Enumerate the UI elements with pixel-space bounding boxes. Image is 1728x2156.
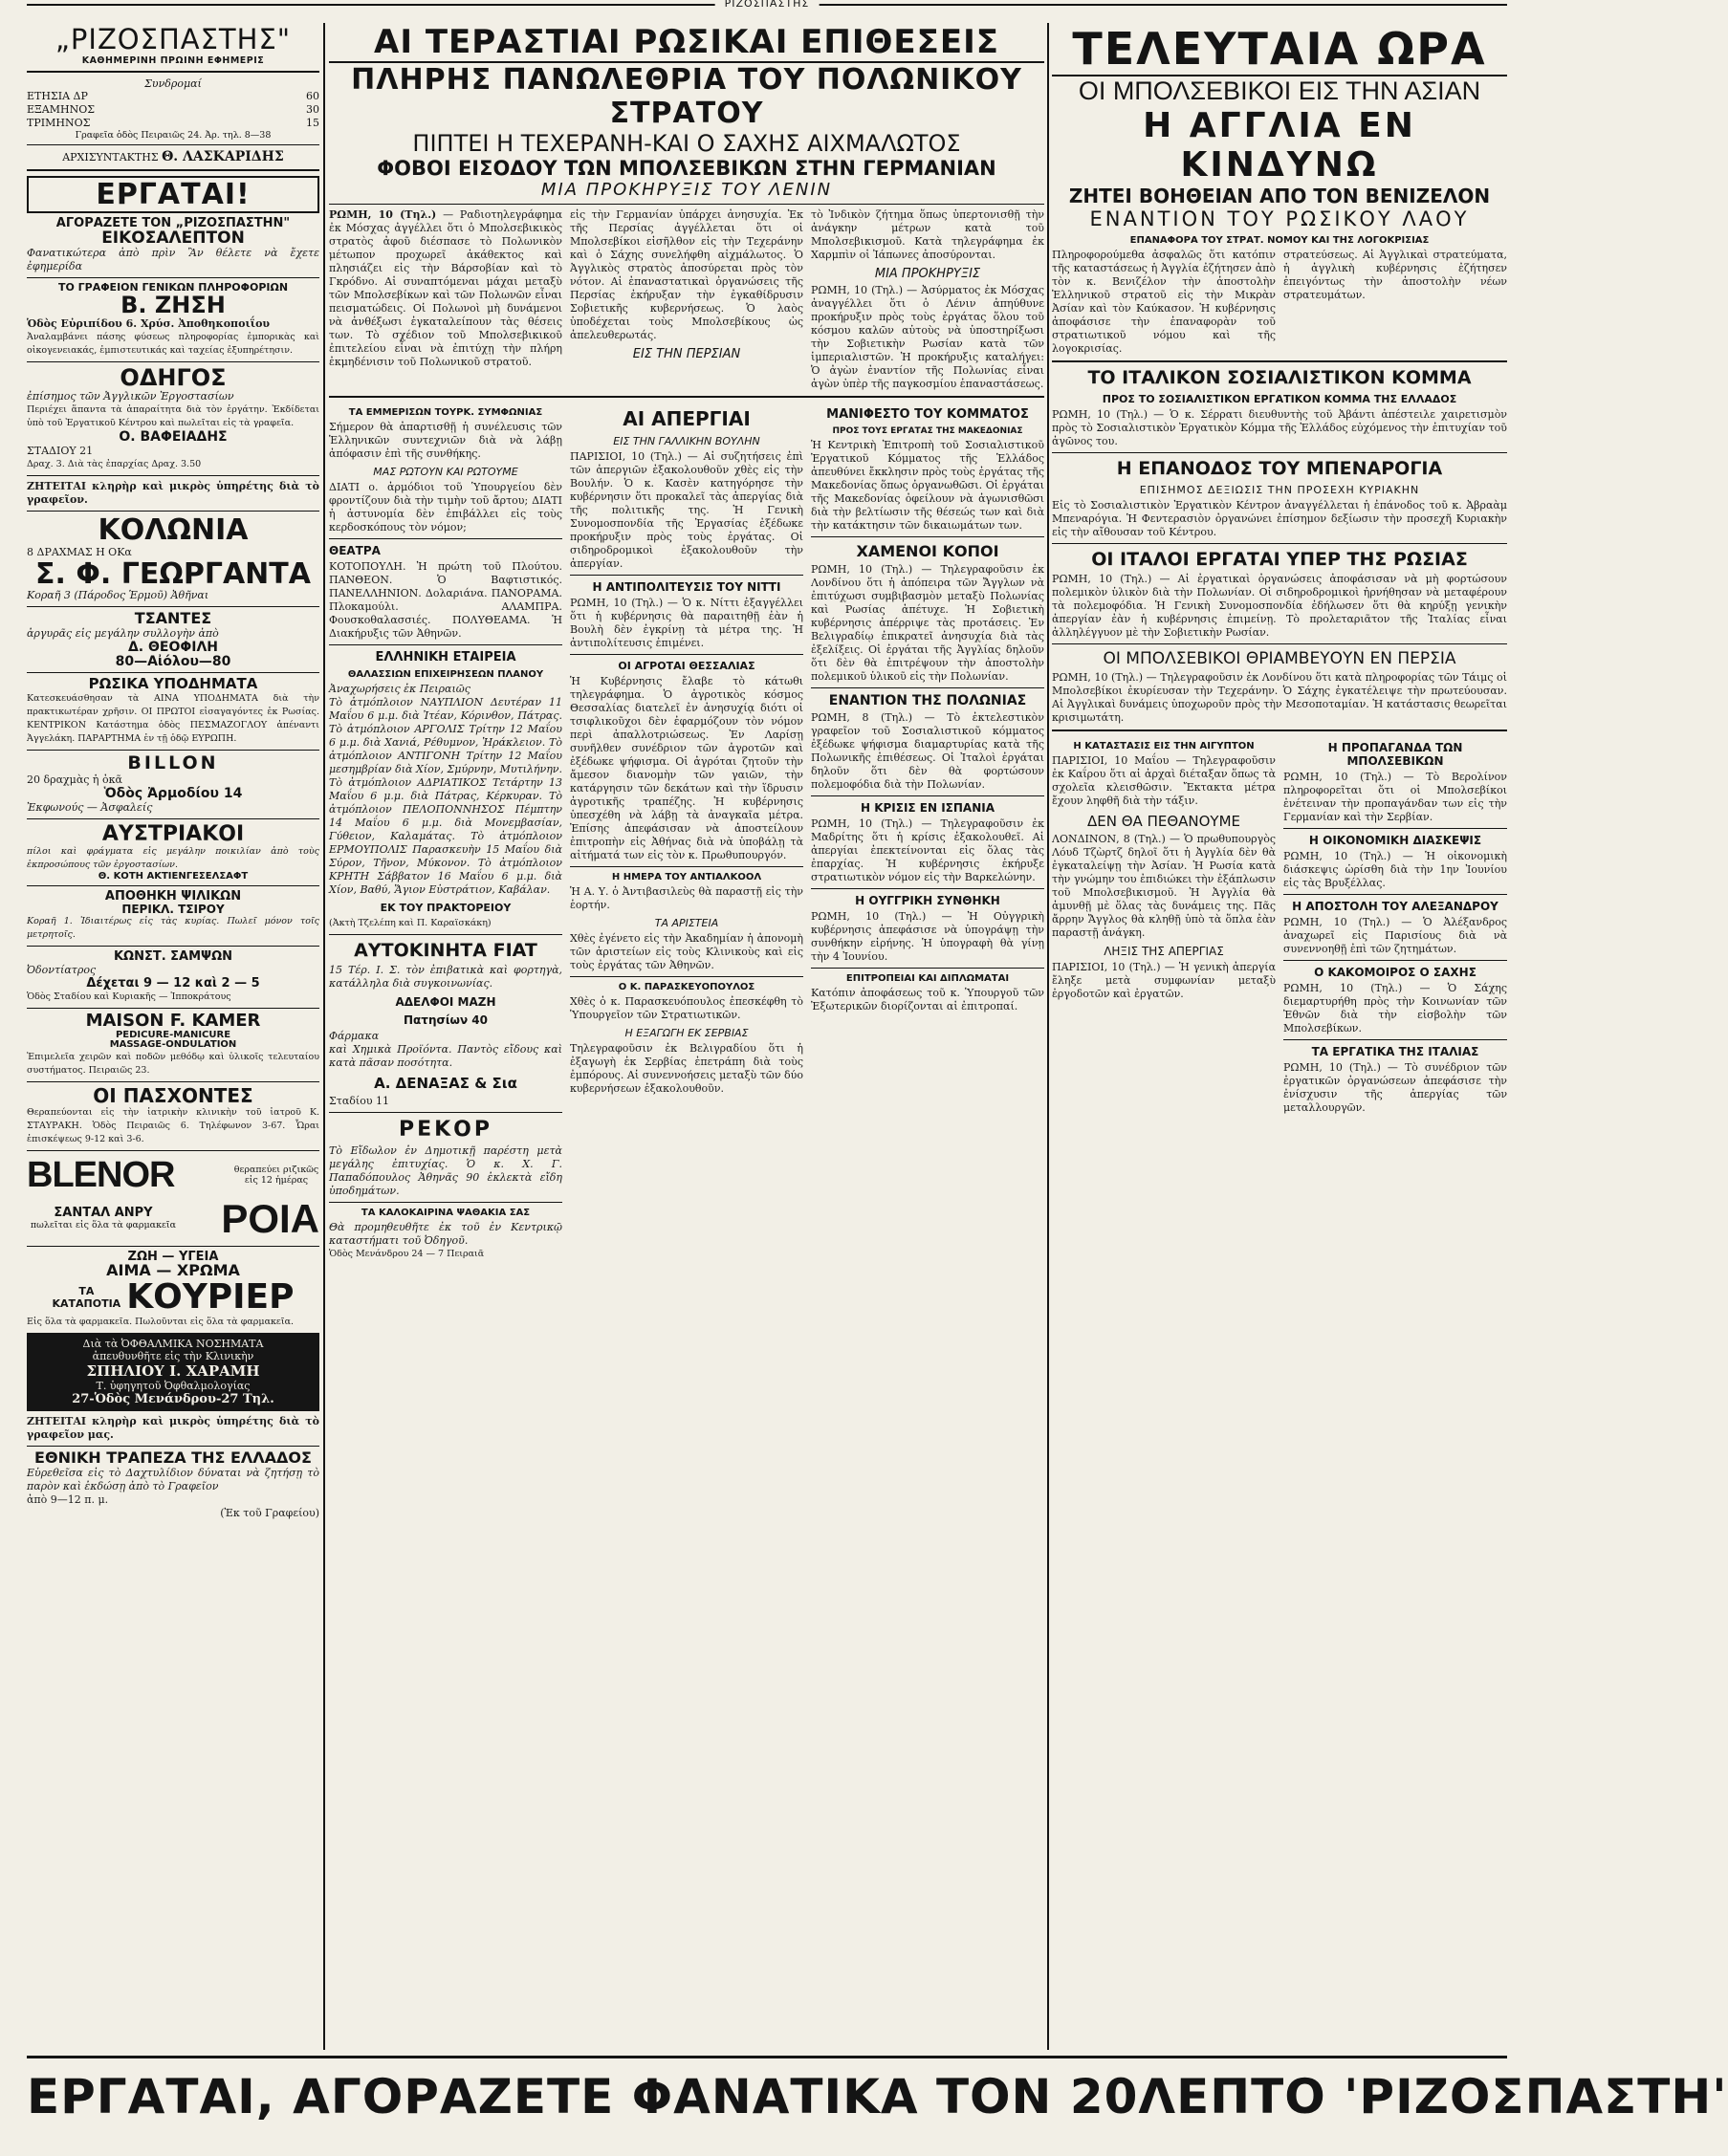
ergatai-banner: ΕΡΓΑΤΑΙ! [27, 176, 319, 213]
aristeia-text: Χθὲς ἐγένετο εἰς τὴν Ἀκαδημίαν ἡ ἀπονομὴ τῶν ἀριστείων εἰς τοὺς Κλινικοὺς καὶ εἰς τοὺς ἐργάτας τῶν Ἀθηνῶν. [570, 932, 803, 971]
office-addr: Ὁδὸς Εὐριπίδου 6. Χρύσ. Ἀποθηκοποιΐου [27, 317, 271, 331]
aigyptos-text: ΠΑΡΙΣΙΟΙ, 10 Μαΐου — Τηλεγραφοῦσιν ἐκ Καΐρου ὅτι αἱ ἀρχαὶ διέταξαν ὅπως τὰ σχολεῖα κλεισθῶσιν. Ἔκτακτα μέτρα ἔχουν ληφθῆ διὰ τὴν τάξιν. [1052, 754, 1276, 807]
ispania-heading: Η ΚΡΙΣΙΣ ΕΝ ΙΣΠΑΝΙΑ [860, 801, 995, 815]
paraskev-heading: Ο Κ. ΠΑΡΑΣΚΕΥΟΠΟΥΛΟΣ [618, 982, 755, 992]
lower-middle [329, 403, 1044, 1261]
etaireia-text: Τὸ ἀτμόπλοιον ΝΑΥΠΛΙΟΝ Δευτέραν 11 Μαΐου 6 μ.μ. διὰ Ἰτέαν, Κόρινθον, Πάτρας. Τὸ ἀτμόπλοιον ΑΡΓΟΛΙΣ Τρίτην 12 Μαΐου 6 μ.μ. διὰ Χανιά, Ρέθυμνον, Ἡράκλειον. Τὸ ἀτμόπλοιον ΑΝΤΙΓΟΝΗ Τρίτην 12 Μαΐου μεσημβρίαν διὰ Χίον, Σμύρνην, Μυτιλήνην. Τὸ ἀτμόπλοιον ΑΔΡΙΑΤΙΚΟΣ Τετάρτην 13 Μαΐου 6 μ.μ. διὰ Πάτρας, Κέρκυραν. Τὸ ἀτμόπλοιον ΠΕΛΟΠΟΝΝΗΣΟΣ Πέμπτην 14 Μαΐου 6 μ.μ. διὰ Μονεμβασίαν, Γύθειον, Καλαμάτας. Τὸ ἀτμόπλοιον ΕΡΜΟΥΠΟΛΙΣ Παρασκευὴν 15 Μαΐου διὰ Σύρον, Τῆνον, Μύκονον. Τὸ ἀτμόπλοιον ΚΡΗΤΗ Σάββατον 16 Μαΐου 6 μ.μ. διὰ Χίον, Βαθύ, Ἅγιον Εὐστράτιον, Καβάλαν. [329, 696, 562, 896]
ergatika-heading: ΤΑ ΕΡΓΑΤΙΚΑ ΤΗΣ ΙΤΑΛΙΑΣ [1311, 1045, 1479, 1058]
mpenar-sub: ΕΠΙΣΗΜΟΣ ΔΕΞΙΩΣΙΣ ΤΗΝ ΠΡΟΣΕΧΗ ΚΥΡΙΑΚΗΝ [1139, 484, 1420, 496]
theatra-heading: ΘΕΑΤΡΑ [329, 544, 381, 557]
apergiai-sub: ΕΙΣ ΤΗΝ ΓΑΛΛΙΚΗΝ ΒΟΥΛΗΝ [613, 435, 760, 447]
ethniki-sig: (Ἐκ τοῦ Γραφείου) [220, 1506, 319, 1519]
main-headline-2: ΠΛΗΡΗΣ ΠΑΝΩΛΕΘΡΙΑ ΤΟΥ ΠΟΛΩΝΙΚΟΥ ΣΤΡΑΤΟΥ [351, 63, 1022, 130]
main-headline-5: ΜΙΑ ΠΡΟΚΗΡΥΞΙΣ ΤΟΥ ΛΕΝΙΝ [540, 180, 833, 200]
tsantes-name: Δ. ΘΕΟΦΙΛΗ [127, 639, 219, 655]
buy-heading: ΑΓΟΡΑΖΕΤΕ ΤΟΝ „ΡΙΖΟΣΠΑΣΤΗΝ" [55, 216, 291, 230]
kamer-sub: PEDICURE-MANICURE [115, 1029, 231, 1040]
buy-price: ΕΙΚΟΣΑΛΕΠΤΟΝ [101, 228, 245, 248]
ethniki-text: Εὑρεθεῖσα εἰς τὸ Δαχτυλίδιον δύναται νὰ ζητήσῃ τὸ παρὸν καὶ ἐκδώσῃ ἀπὸ τὸ Γραφεῖον [27, 1466, 319, 1492]
austriakoi-text: πίλοι καὶ φράγματα εἰς μεγάλην ποικιλίαν ἀπὸ τοὺς ἐκπροσώπους τῶν ἐργοστασίων. [27, 845, 319, 870]
farmaka-text: καὶ Χημικὰ Προϊόντα. Παντὸς εἴδους καὶ κατὰ πᾶσαν ποσότητα. [329, 1043, 562, 1069]
main-col-3: τὸ Ἰνδικὸν ζήτημα ὅπως ὑπερτονισθῇ τὴν ἀνάγκην μέτρων κατὰ τοῦ Μπολσεβικισμοῦ. Κατὰ τηλεγράφημα ἐκ Χαρμπὶν οἱ Ἰάπωνες ἀποσύρονται. [811, 208, 1044, 261]
ital-sub: ΠΡΟΣ ΤΟ ΣΟΣΙΑΛΙΣΤΙΚΟΝ ΕΡΓΑΤΙΚΟΝ ΚΟΜΜΑ ΤΗΣ ΕΛΛΑΔΟΣ [1102, 393, 1457, 405]
symfwnia-text: Σήμερον θὰ ἀπαρτισθῇ ἡ συνέλευσις τῶν Ἑλληνικῶν συντεχνιῶν διὰ νὰ λάβῃ ἀπόφασιν ἐπὶ τῆς συνθήκης. [329, 421, 562, 460]
persia-heading: ΟΙ ΜΠΟΛΣΕΒΙΚΟΙ ΘΡΙΑΜΒΕΥΟΥΝ ΕΝ ΠΕΡΣΙΑ [1103, 649, 1456, 668]
tsantes-heading: ΤΣΑΝΤΕΣ [134, 609, 212, 628]
office-heading: ΤΟ ΓΡΑΦΕΙΟΝ ΓΕΝΙΚΩΝ ΠΛΗΡΟΦΟΡΙΩΝ [57, 281, 289, 294]
blenor-side: θεραπεύει ριζικῶς εἰς 12 ἡμέρας [233, 1165, 319, 1187]
apergia-heading: ΛΗΞΙΣ ΤΗΣ ΑΠΕΡΓΙΑΣ [1104, 945, 1224, 958]
kolonia-price: 8 ΔΡΑΧΜΑΣ Η ΟΚα [27, 545, 132, 558]
apergiai-heading: ΑΙ ΑΠΕΡΓΙΑΙ [623, 407, 751, 430]
italoi-text: ΡΩΜΗ, 10 (Τηλ.) — Αἱ ἐργατικαὶ ὀργανώσεις ἀποφάσισαν νὰ μὴ φορτώσουν πολεμικὸν ὑλικὸν διὰ τὴν Πολωνίαν. Οἱ σιδηροδρομικοὶ ἠρνήθησαν νὰ μεταφέρουν τὰ πολεμοφόδια. Ἡ Γενικὴ Συνομοσπονδία ἐδήλωσεν ὅτι θὰ κηρύξῃ γενικὴν ἀπεργίαν ἐὰν ἡ κυβέρνησις ἐπιμείνῃ. Τὸ προλεταριᾶτον τῆς Ἰταλίας εἶναι ἀλληλέγγυον μὲ τὴν Σοβιετικὴν Ρωσίαν. [1052, 573, 1507, 639]
right-headline-5: ΕΠΑΝΑΦΟΡΑ ΤΟΥ ΣΤΡΑΤ. ΝΟΜΟΥ ΚΑΙ ΤΗΣ ΛΟΓΟΚΡΙΣΙΑΣ [1129, 235, 1430, 246]
manifesto-sub: ΠΡΟΣ ΤΟΥΣ ΕΡΓΑΤΑΣ ΤΗΣ ΜΑΚΕΔΟΝΙΑΣ [832, 426, 1023, 436]
polonia-text: ΡΩΜΗ, 8 (Τηλ.) — Τὸ ἐκτελεστικὸν γραφεῖον τοῦ Σοσιαλιστικοῦ κόμματος ἐξέδωκε ψήφισμα διαμαρτυρίας κατὰ τῆς Πολωνικῆς ἐπιθέσεως. Οἱ Ἰταλοὶ ἐργάται δηλοῦν ὅτι δὲν θὰ φορτώσουν πολεμοφόδια διὰ τὴν Πολωνίαν. [811, 711, 1044, 791]
konst-sub: Ὀδοντίατρος [27, 964, 97, 977]
apergia-text: ΠΑΡΙΣΙΟΙ, 10 (Τηλ.) — Ἡ γενικὴ ἀπεργία ἔληξε μετὰ συμφωνίαν μεταξὺ ἐργοδοτῶν καὶ ἐργατῶν. [1052, 961, 1276, 1000]
paschontes-text: Θεραπεύονται εἰς τὴν ἰατρικὴν κλινικὴν τοῦ ἰατροῦ Κ. ΣΤΑΥΡΑΚΗ. Ὁδὸς Πειραιῶς 6. Τηλέφωνον 3-67. Ὧραι ἐπισκέψεως 9-12 καὶ 3-6. [27, 1106, 319, 1144]
ygeia-heading: ΖΩΗ — ΥΓΕΙΑ [127, 1249, 219, 1264]
italoi-heading: ΟΙ ΙΤΑΛΟΙ ΕΡΓΑΤΑΙ ΥΠΕΡ ΤΗΣ ΡΩΣΙΑΣ [1091, 549, 1468, 570]
rekor-text: Τὸ Εἴδωλον ἐν Δημοτικῇ παρέστη μετὰ μεγάλης ἐπιτυχίας. Ὁ κ. Χ. Γ. Παπαδόπουλος Ἀθηνᾶς 90 ἐκλεκτὰ εἴδη ὑποδημάτων. [329, 1144, 562, 1197]
propaganda-heading: Η ΠΡΟΠΑΓΑΝΔΑ ΤΩΝ ΜΠΟΛΣΕΒΙΚΩΝ [1327, 741, 1463, 768]
kamer-sub2: MASSAGE-ONDULATION [109, 1039, 237, 1051]
apothiki-text: Κοραῆ 1. Ἰδιαιτέρως εἰς τὰς κυρίας. Πωλεῖ μόνον τοῖς μετρητοῖς. [27, 916, 319, 941]
billon-addr: Ὁδὸς Ἀρμοδίου 14 [103, 785, 243, 801]
manifesto-heading: ΜΑΝΙΦΕΣΤΟ ΤΟΥ ΚΟΜΜΑΤΟΣ [826, 407, 1029, 422]
oikonomiki-heading: Η ΟΙΚΟΝΟΜΙΚΗ ΔΙΑΣΚΕΨΙΣ [1308, 834, 1482, 847]
odigos-text: Περιέχει ἅπαντα τὰ ἀπαραίτητα διὰ τὸν ἐργάτην. Ἐκδίδεται ὑπὸ τοῦ Ἐργατικοῦ Κέντρου καὶ πωλεῖται εἰς τὰ γραφεῖα. [27, 404, 319, 429]
aristeia-heading: ΤΑ ΑΡΙΣΤΕΙΑ [654, 917, 719, 929]
farmaka-name: Α. ΔΕΝΑΞΑΣ & Σια [374, 1075, 517, 1092]
konst-addr: Ὁδὸς Σταδίου καὶ Κυριακῆς — Ἱπποκράτους [27, 991, 231, 1002]
wanted-ad: ΖΗΤΕΙΤΑΙ κληρὴρ καὶ μικρὸς ὑπηρέτης διὰ τὸ γραφεῖον. [27, 480, 319, 507]
subscription-label: Συνδρομαί [144, 77, 202, 90]
etaireia-heading: ΕΛΛΗΝΙΚΗ ΕΤΑΙΡΕΙΑ [375, 650, 516, 664]
billon-addr2: Ἐκφωνούς — Ἀσφαλείς [27, 800, 153, 814]
farmaka-heading: Φάρμακα [329, 1030, 380, 1042]
farmaka-addr: Σταδίου 11 [329, 1095, 390, 1107]
epitropai-text: Κατόπιν ἀποφάσεως τοῦ κ. Ὑπουργοῦ τῶν Ἐξωτερικῶν διορίζονται αἱ ἐπιτροπαί. [811, 987, 1044, 1013]
right-headline-4: ΕΝΑΝΤΙΟΝ ΤΟΥ ΡΩΣΙΚΟΥ ΛΑΟΥ [1089, 207, 1470, 230]
nitti-heading: Η ΑΝΤΙΠΟΛΙΤΕΥΣΙΣ ΤΟΥ ΝΙΤΤΙ [592, 580, 781, 594]
rosika-text: Κατεσκευάσθησαν τὰ ΑΙΝΑ ΥΠΟΔΗΜΑΤΑ διὰ τὴν πρακτικωτέραν χρῆσιν. ΟΙ ΠΡΩΤΟΙ εἰσαγαγόντες ἐκ Ρωσίας. ΚΕΝΤΡΙΚΟΝ Κατάστημα ὁδὸς ΠΕΣΜΑΖΟΓΛΟΥ ἀπέναντι Ἀγγελάκη. ΠΑΡΑΡΤΗΜΑ ἐν τῇ ὁδῷ ΕΥΡΩΠΗ. [27, 693, 319, 745]
ethniki-heading: ΕΘΝΙΚΗ ΤΡΑΠΕΖΑ ΤΗΣ ΕΛΛΑΔΟΣ [34, 1448, 312, 1467]
oyggriki-text: ΡΩΜΗ, 10 (Τηλ.) — Ἡ Οὐγγρικὴ κυβέρνησις ἀπεφάσισε νὰ ὑπογράψῃ τὴν συνθήκην εἰρήνης. Ἡ ὑπογραφὴ θὰ γίνῃ τὴν 4 Ἰουνίου. [811, 910, 1044, 963]
georganta-addr: Κοραῆ 3 (Πάροδος Ἑρμοῦ) Ἀθῆναι [27, 589, 209, 602]
left-column [27, 23, 319, 2050]
apothiki-heading: ΑΠΟΘΗΚΗ ΨΙΛΙΚΩΝ [104, 889, 242, 904]
kopoi-heading: ΧΑΜΕΝΟΙ ΚΟΠΟΙ [856, 542, 999, 560]
polonia-heading: ΕΝΑΝΤΙΟΝ ΤΗΣ ΠΟΛΩΝΙΑΣ [828, 693, 1027, 708]
konst-heading: ΚΩΝΣΤ. ΣΑΜΨΩΝ [113, 949, 233, 965]
right-text-2: στρατεύσεως. Αἱ Ἀγγλικαὶ στρατεύματα, ἡ ἀγγλικὴ κυβέρνησις ἐζήτησεν ἐπειγόντως τὴν ἀποστολὴν νέων στρατευμάτων. [1283, 249, 1507, 301]
odigos-name: Ο. ΒΑΦΕΙΑΔΗΣ [119, 429, 228, 446]
proclamation-subhead: ΜΙΑ ΠΡΟΚΗΡΥΞΙΣ [874, 267, 981, 281]
main-col-3b: ΡΩΜΗ, 10 (Τηλ.) — Ἀσύρματος ἐκ Μόσχας ἀναγγέλλει ὅτι ὁ Λένιν ἀπηύθυνε προκήρυξιν πρὸς τοὺς ἐργάτας ὅλου τοῦ κόσμου καλῶν αὐτοὺς νὰ ὑποστηρίξωσι τὴν Σοβιετικὴν Ρωσίαν κατὰ τῶν ἱμπεριαλιστῶν. Ἡ προκήρυξις καταλήγει: Ὁ ἀγὼν ἐναντίον τῆς Πολωνίας εἶναι ἀγὼν ὑπὲρ τῆς παγκοσμίου ἐπαναστάσεως. [811, 284, 1044, 390]
antialkool-text: Ἡ Α. Υ. ὁ Ἀντιβασιλεὺς θὰ παραστῇ εἰς τὴν ἑορτήν. [570, 885, 803, 911]
kourier-heading: ΚΟΥΡΙΕΡ [126, 1277, 295, 1318]
alexandrou-heading: Η ΑΠΟΣΤΟΛΗ ΤΟΥ ΑΛΕΞΑΝΔΡΟΥ [1292, 900, 1498, 913]
etaireia-sub: ΘΑΛΑΣΣΙΩΝ ΕΠΙΧΕΙΡΗΣΕΩΝ ΠΛΑΝΟΥ [347, 669, 544, 680]
oikonomiki-text: ΡΩΜΗ, 10 (Τηλ.) — Ἡ οἰκονομικὴ διάσκεψις ὡρίσθη διὰ τὴν 1ην Ἰουνίου εἰς τὰς Βρυξέλλας. [1283, 850, 1507, 889]
footer-banner: ΕΡΓΑΤΑΙ, ΑΓΟΡΑΖΕΤΕ ΦΑΝΑΤΙΚΑ ΤΟΝ 20ΛΕΠΤΟ 'ΡΙΖΟΣΠΑΣΤΗ' [27, 2056, 1507, 2135]
main-col-1: ΡΩΜΗ, 10 (Τηλ.) — Ραδιοτηλεγράφημα ἐκ Μόσχας ἀγγέλλει ὅτι ὁ Μπολσεβικικὸς στρατὸς ἀφοῦ διέσπασε τὸ Πολωνικὸν μέτωπον προχωρεῖ ἀκάθεκτος καὶ πλησιάζει εἰς τὴν Βάρσοβίαν καὶ τὸ Γκρόδνο. Αἱ συναπτόμεναι μάχαι μεταξὺ τῶν Μπολσεβίκων καὶ τῶν Πολωνῶν εἶναι πεισματώδεις. Οἱ Πολωνοὶ μὴ δυνάμενοι νὰ ἀνθέξωσι ἐγκαταλείπουν τὰς θέσεις των. Τὸ σχέδιον τοῦ Μπολσεβικικοῦ ἐπιτελείου εἶναι νὰ ἐπιτύχῃ τὴν πλήρη ἐκμηδένισιν τοῦ Πολωνικοῦ στρατοῦ. [329, 208, 562, 368]
kourier-ta: ΤΑ [78, 1284, 95, 1297]
running-head: ΡΙΖΟΣΠΑΣΤΗΣ [27, 4, 1507, 19]
masthead-title: „ΡΙΖΟΣΠΑΣΤΗΣ" [55, 23, 292, 55]
fiat-addr: Πατησίων 40 [404, 1013, 488, 1027]
ital-text: ΡΩΜΗ, 10 (Τηλ.) — Ὁ κ. Σέρρατι διευθυντὴς τοῦ Ἀβάντι ἀπέστειλε χαιρετισμὸν πρὸς τὸ Σοσιαλιστικὸν Ἐργατικὸν Κόμμα τῆς Ἑλλάδος εὐχόμενος τὴν ἐπιτυχίαν τοῦ ἀγῶνος του. [1052, 408, 1507, 447]
serbia-text: Τηλεγραφοῦσιν ἐκ Βελιγραδίου ὅτι ἡ ἐξαγωγὴ ἐκ Σερβίας ἐπετράπη διὰ τοὺς ἐμπόρους. Αἱ συνεννοήσεις μεταξὺ τῶν δύο κυβερνήσεων ἐξακολουθοῦν. [570, 1042, 803, 1095]
roia-sub: πωλεῖται εἰς ὅλα τὰ φαρμακεῖα [30, 1219, 177, 1230]
tsantes-addr: 80—Αἰόλου—80 [115, 653, 231, 669]
main-story [329, 208, 1044, 391]
etaireia-sub2: Ἀναχωρήσεις ἐκ Πειραιῶς [329, 683, 470, 695]
blenor-sub: ΣΑΝΤΑΛ ΑΝΡΥ [54, 1206, 153, 1221]
masthead-subtitle: ΚΑΘΗΜΕΡΙΝΗ ΠΡΩΙΝΗ ΕΦΗΜΕΡΙΣ [81, 55, 265, 66]
kaloka-text: Θὰ προμηθευθῆτε ἐκ τοῦ ἐν Κεντρικῷ καταστήματι τοῦ Ὀδηγοῦ. [329, 1221, 562, 1247]
roia-ad [27, 1196, 319, 1242]
right-headline-3: ΖΗΤΕΙ ΒΟΗΘΕΙΑΝ ΑΠΟ ΤΟΝ ΒΕΝΙΖΕΛΟΝ [1068, 185, 1491, 207]
right-headline-2: Η ΑΓΓΛΙΑ ΕΝ ΚΙΝΔΥΝΩ [1143, 106, 1416, 185]
ergatika-text: ΡΩΜΗ, 10 (Τηλ.) — Τὸ συνέδριον τῶν ἐργατικῶν ὀργανώσεων ἀπεφάσισε τὴν ἐνίσχυσιν τῆς ἀπεργίας τῶν μεταλλουργῶν. [1283, 1061, 1507, 1114]
kaloka-addr: Ὁδὸς Μενάνδρου 24 — 7 Πειραιᾶ [329, 1249, 485, 1259]
billon-text: 20 δραχμὰς ἡ ὀκᾶ [27, 773, 122, 786]
editor-line: ΑΡΧΙΣΥΝΤΑΚΤΗΣ Θ. ΛΑΣΚΑΡΙΔΗΣ [62, 149, 284, 164]
kamer-text: Ἐπιμελεῖα χειρῶν καὶ ποδῶν μεθόδῳ καὶ ὑλικοῖς τελευταίου συστήματος. Πειραιῶς 23. [27, 1051, 319, 1076]
odigos-sub: ἐπίσημος τῶν Ἀγγλικῶν Ἐργοστασίων [27, 390, 234, 403]
last-hour-banner: ΤΕΛΕΥΤΑΙΑ ΩΡΑ [1052, 23, 1507, 76]
charami-ad: Διὰ τὰ ὈΦΘΑΛΜΙΚΑ ΝΟΣΗΜΑΤΑ ἀπευθυνθῆτε εἰς τὴν Κλινικὴν ΣΠΗΛΙΟΥ Ι. ΧΑΡΑΜΗ Τ. ὑφηγητοῦ Ὀφθαλμολογίας 27-Ὁδὸς Μενάνδρου-27 Τηλ. [27, 1333, 319, 1411]
wanted-ad-2: ΖΗΤΕΙΤΑΙ κληρὴρ καὶ μικρὸς ὑπηρέτης διὰ τὸ γραφεῖον μας. [27, 1414, 319, 1441]
kopoi-text: ΡΩΜΗ, 10 (Τηλ.) — Τηλεγραφοῦσιν ἐκ Λονδίνου ὅτι ἡ ἀπόπειρα τῶν Ἄγγλων νὰ ἐπιτύχωσι συμβιβασμὸν μεταξὺ Πολωνίας καὶ Ρωσίας ἀπέτυχε. Ἡ Σοβιετικὴ κυβέρνησις ἀπέρριψε τὰς προτάσεις. Ἐν Βελιγραδίῳ ἐπικρατεῖ ἀνησυχία διὰ τὰς ἐξελίξεις. Οἱ ἐργάται τῆς Ἀγγλίας δηλοῦν ὅτι δὲν θὰ ἐπιτρέψουν τὴν ἀποστολὴν πολεμικοῦ ὑλικοῦ εἰς τὴν Πολωνίαν. [811, 563, 1044, 683]
kamer-heading: MAISON F. KAMER [85, 1010, 261, 1031]
blenor-ad [27, 1155, 319, 1196]
price-list [27, 90, 319, 130]
rotoun-heading: ΜΑΣ ΡΩΤΟΥΝ ΚΑΙ ΡΩΤΟΥΜΕ [373, 466, 518, 478]
epitropai-heading: ΕΠΙΤΡΟΠΕΙΑΙ ΚΑΙ ΔΙΠΛΩΜΑΤΑΙ [845, 973, 1010, 984]
paschontes-heading: ΟΙ ΠΑΣΧΟΝΤΕΣ [93, 1083, 253, 1107]
fiat-heading: ΑΥΤΟΚΙΝΗΤΑ FIAT [354, 940, 537, 961]
agrotai-heading: ΟΙ ΑΓΡΟΤΑΙ ΘΕΣΣΑΛΙΑΣ [618, 660, 755, 672]
pethanoume-heading: ΔΕΝ ΘΑ ΠΕΘΑΝΟΥΜΕ [1087, 813, 1240, 830]
austriakoi-heading: ΑΥΣΤΡΙΑΚΟΙ [101, 821, 245, 846]
main-headline-3: ΠΙΠΤΕΙ Η ΤΕΧΕΡΑΝΗ-ΚΑΙ Ο ΣΑΧΗΣ ΑΙΧΜΑΛΩΤΟΣ [412, 130, 961, 157]
price-row: ΤΡΙΜΗΝΟΣ 15 [27, 117, 319, 129]
office-name: Β. ΖΗΣΗ [120, 292, 226, 319]
persia-text: ΡΩΜΗ, 10 (Τηλ.) — Τηλεγραφοῦσιν ἐκ Λονδίνου ὅτι κατὰ πληροφορίας τῶν Τάιμς οἱ Μπολσεβίκοι ἐκυρίευσαν τὴν Τεχεράνην. Ὁ Σάχης ἐγκατέλειψε τὴν πρωτεύουσαν. Αἱ Ἀγγλικαὶ δυνάμεις ὑποχωροῦν πρὸς τὴν Μεσοποταμίαν. Ἡ κατάστασις θεωρεῖται κρισιμωτάτη. [1052, 671, 1507, 724]
propaganda-text: ΡΩΜΗ, 10 (Τηλ.) — Τὸ Βερολίνον πληροφορεῖται ὅτι οἱ Μπολσεβίκοι ἐνέτειναν τὴν προπαγάνδαν των εἰς τὴν Γερμανίαν καὶ τὴν Σερβίαν. [1283, 771, 1507, 823]
ethniki-hours: ἀπὸ 9—12 π. μ. [27, 1492, 109, 1506]
odigos-price: Δραχ. 3. Διὰ τὰς ἐπαρχίας Δραχ. 3.50 [27, 459, 202, 470]
office-text: Ἀναλαμβάνει πάσης φύσεως πληροφορίας ἐμπορικὰς καὶ οἰκογενειακάς, ἐμπιστευτικάς καὶ ταχείας ἐξυπηρέτησιν. [27, 332, 319, 357]
billon-heading: BILLON [127, 752, 219, 774]
main-headline-4: ΦΟΒΟΙ ΕΙΣΟΔΟΥ ΤΩΝ ΜΠΟΛΣΕΒΙΚΩΝ ΣΤΗΝ ΓΕΡΜΑΝΙΑΝ [377, 157, 996, 180]
rotoun-text: ΔΙΑΤΙ ο. ἀρμόδιοι τοῦ Ὑπουργείου δὲν φροντίζουν διὰ τὴν τιμὴν τοῦ ἄρτου; ΔΙΑΤΙ ἡ ἀστυνομία δὲν ἐπιβάλλει εἰς τοὺς κερδοσκόπους τὸν νόμον; [329, 481, 562, 534]
kaloka-heading: ΤΑ ΚΑΛΟΚΑΙΡΙΝΑ ΨΑΘΑΚΙΑ ΣΑΣ [361, 1208, 531, 1218]
price-row: ΕΤΗΣΙΑ ΔΡ 60 [27, 90, 319, 102]
agrotai-text: Ἡ Κυβέρνησις ἔλαβε τὸ κάτωθι τηλεγράφημα. Ὁ ἀγροτικὸς κόσμος Θεσσαλίας διατελεῖ ἐν ἀνησυχίᾳ διότι οἱ τσιφλικοῦχοι δὲν ἐφαρμόζουν τὸν νόμον περὶ ἀπαλλοτριώσεως. Ἐν Λαρίσῃ συνῆλθεν συνέδριον τῶν ἀγροτῶν καὶ ἐξέδωκε ψήφισμα. Οἱ ἀγρόται ζητοῦν τὴν ἄμεσον διανομὴν τῶν γαιῶν, τὴν κατάργησιν τῶν δεκάτων καὶ τὴν ἵδρυσιν ἀγροτικῆς τραπέζης. Ἡ κυβέρνησις ὑπεσχέθη νὰ λάβῃ τὰ ἀναγκαῖα μέτρα. Ἐπίσης ἀπεφάσισαν νὰ ἀποστείλουν ἐπιτροπὴν εἰς Ἀθήνας διὰ νὰ ὑποβάλῃ τὰ αἰτήματά των εἰς τὸν κ. Πρωθυπουργόν. [570, 675, 803, 861]
kourier-ad [27, 1279, 319, 1316]
theatra-text: ΚΟΤΟΠΟΥΛΗ. Ἡ πρώτη τοῦ Πλούτου. ΠΑΝΘΕΟΝ. Ὁ Βαφτιστικός. ΠΑΝΕΛΛΗΝΙΟΝ. Δολαριάνα. ΠΑΝΟΡΑΜΑ. Πλοκαμούλι. ΑΛΑΜΠΡΑ. Φουσκοθαλασσιές. ΠΟΛΥΘΕΑΜΑ. Ἡ Διακήρυξις τῶν Ἀθηνῶν. [329, 560, 562, 640]
rosika-heading: ΡΩΣΙΚΑ ΥΠΟΔΗΜΑΤΑ [88, 675, 258, 693]
saxis-text: ΡΩΜΗ, 10 (Τηλ.) — Ὁ Σάχης διεμαρτυρήθη πρὸς τὴν Κοινωνίαν τῶν Ἐθνῶν διὰ τὴν εἰσβολὴν τῶν Μπολσεβίκων. [1283, 982, 1507, 1034]
paraskev-text: Χθὲς ὁ κ. Παρασκευόπουλος ἐπεσκέφθη τὸ Ὑπουργεῖον τῶν Στρατιωτικῶν. [570, 995, 803, 1021]
aigyptos-heading: Η ΚΑΤΑΣΤΑΣΙΣ ΕΙΣ ΤΗΝ ΑΙΓΥΠΤΟΝ [1073, 741, 1255, 751]
alexandrou-text: ΡΩΜΗ, 10 (Τηλ.) — Ὁ Ἀλέξανδρος ἀναχωρεῖ εἰς Παρισίους διὰ νὰ συνεννοηθῇ ἐπὶ τῶν ζητημάτων. [1283, 916, 1507, 955]
odigos-addr: ΣΤΑΔΙΟΥ 21 [27, 445, 94, 458]
column-divider [1047, 23, 1049, 2050]
middle-column [329, 23, 1044, 2050]
blenor-heading: BLENOR [27, 1154, 175, 1195]
oyggriki-heading: Η ΟΥΓΓΡΙΚΗ ΣΥΝΘΗΚΗ [855, 894, 1000, 907]
main-headline: ΑΙ ΤΕΡΑΣΤΙΑΙ ΡΩΣΙΚΑΙ ΕΠΙΘΕΣΕΙΣ [329, 23, 1044, 63]
mpenar-heading: Η ΕΠΑΝΟΔΟΣ ΤΟΥ ΜΠΕΝΑΡΟΓΙΑ [1116, 458, 1443, 479]
manifesto-text: Ἡ Κεντρικὴ Ἐπιτροπὴ τοῦ Σοσιαλιστικοῦ Ἐργατικοῦ Κόμματος τῆς Ἑλλάδος ἀπευθύνει ἔκκλησιν πρὸς τοὺς ἐργάτας τῆς Μακεδονίας ὅπως ὀργανωθῶσι. Οἱ ἐργάται τῆς Μακεδονίας ὀφείλουν νὰ ἀγωνισθῶσι διὰ τὴν βελτίωσιν τῆς θέσεώς των καὶ διὰ τὴν κατάκτησιν τῶν δικαιωμάτων των. [811, 439, 1044, 532]
roia-heading: ΡΟΙΑ [221, 1195, 319, 1241]
column-divider [323, 23, 325, 2050]
pethanoume-text: ΛΟΝΔΙΝΟΝ, 8 (Τηλ.) — Ὁ πρωθυπουργὸς Λόυδ Τζὼρτζ δηλοῖ ὅτι ἡ Ἀγγλία δὲν θὰ ἐγκαταλείψῃ τὴν Ἀσίαν. Ἡ Ρωσία κατὰ τὴν γνώμην του ἐπιδιώκει τὴν ἐξάπλωσιν τοῦ Μπολσεβικισμοῦ. Ἡ Ἀγγλία θὰ ἀμυνθῇ μὲ ὅλας τὰς δυνάμεις της. Πᾶς ἄρρην Ἄγγλος θὰ κληθῇ ὑπὸ τὰ ὅπλα ἐὰν παραστῇ ἀνάγκη. [1052, 833, 1276, 939]
antialkool-heading: Η ΗΜΕΡΑ ΤΟΥ ΑΝΤΙΑΛΚΟΟΛ [611, 872, 762, 882]
konst-hours: Δέχεται 9 — 12 καὶ 2 — 5 [86, 976, 260, 991]
kolonia-heading: ΚΟΛΩΝΙΑ [98, 513, 249, 548]
ispania-text: ΡΩΜΗ, 10 (Τηλ.) — Τηλεγραφοῦσιν ἐκ Μαδρίτης ὅτι ἡ κρίσις ἐξακολουθεῖ. Αἱ ἀπεργίαι ἐπεκτείνονται εἰς ὅλας τὰς ἐπαρχίας. Ἡ κυβέρνησις ἐκήρυξε στρατιωτικὸν νόμον εἰς τὴν Βαρκελώνην. [811, 817, 1044, 883]
georganta-name: Σ. Φ. ΓΕΩΡΓΑΝΤΑ [35, 556, 311, 591]
kourier-text: Εἰς ὅλα τὰ φαρμακεῖα. Πωλοῦνται εἰς ὅλα τὰ φαρμακεῖα. [27, 1316, 294, 1327]
nitti-text: ΡΩΜΗ, 10 (Τηλ.) — Ὁ κ. Νίττι ἐξαγγέλλει ὅτι ἡ κυβέρνησις θὰ παραιτηθῇ ἐὰν ἡ Βουλὴ δὲν ἐγκρίνῃ τὰ μέτρα της. Ἡ ἀντιπολίτευσις ἐπιμένει. [570, 597, 803, 649]
price-row: ΕΞΑΜΗΝΟΣ 30 [27, 103, 319, 116]
symfwnia-heading: ΤΑ ΕΜΜΕΡΙΣΩΝ ΤΟΥΡΚ. ΣΥΜΦΩΝΙΑΣ [348, 407, 543, 418]
serbia-heading: Η ΕΞΑΓΩΓΗ ΕΚ ΣΕΡΒΙΑΣ [624, 1027, 749, 1039]
austriakoi-name: Θ. ΚΟΤΗ ΑΚΤΙΕΝΓΕΣΕΛΣΑΦΤ [98, 870, 249, 882]
etaireia-sig: ΕΚ ΤΟΥ ΠΡΑΚΤΟΡΕΙΟΥ [380, 902, 512, 914]
buy-text: Φανατικώτερα ἀπὸ πρὶν Ἂν θέλετε νὰ ἔχετε ἐφημερίδα [27, 247, 319, 273]
mpenar-text: Εἰς τὸ Σοσιαλιστικὸν Ἐργατικὸν Κέντρον ἀναγγέλλεται ἡ ἐπάνοδος τοῦ κ. Ἀβραὰμ Μπεναρόγια. Ἡ Φεντερασιὸν ὀργανώνει ἐπίσημον δεξίωσιν τὴν προσεχῆ Κυριακὴν εἰς τὴν αἴθουσαν τοῦ Κέντρου. [1052, 499, 1507, 538]
main-col-2: εἰς τὴν Γερμανίαν ὑπάρχει ἀνησυχία. Ἐκ τῆς Περσίας ἀγγέλλεται ὅτι οἱ Μπολσεβίκοι εἰσῆλθον εἰς τὴν Τεχεράνην καὶ ὁ Σάχης συνελήφθη αἰχμάλωτος. Ὁ Ἀγγλικὸς στρατὸς ἀποσύρεται πρὸς τὸν νότον. Αἱ ἐπαναστατικαὶ ὀργανώσεις τῆς Περσίας ἐκήρυξαν τὴν ἐγκαθίδρυσιν Σοβιετικῆς κυβερνήσεως. Ὁ λαὸς ὑποδέχεται τοὺς Μπολσεβίκους ὡς ἀπελευθερωτάς. [570, 208, 803, 341]
persia-subhead: ΕΙΣ ΤΗΝ ΠΕΡΣΙΑΝ [632, 347, 741, 361]
saxis-heading: Ο ΚΑΚΟΜΟΙΡΟΣ Ο ΣΑΧΗΣ [1314, 966, 1476, 979]
ital-heading: ΤΟ ΙΤΑΛΙΚΟΝ ΣΟΣΙΑΛΙΣΤΙΚΟΝ ΚΟΜΜΑ [1087, 367, 1472, 388]
rekor-heading: ΡΕΚΟΡ [398, 1118, 493, 1142]
apergiai-text: ΠΑΡΙΣΙΟΙ, 10 (Τηλ.) — Αἱ συζητήσεις ἐπὶ τῶν ἀπεργιῶν ἐξακολουθοῦν χθὲς εἰς τὴν Βουλήν. Ὁ κ. Κασὲν κατηγόρησε τὴν κυβέρνησιν ὅτι προκαλεῖ τὰς ἀπεργίας διὰ τῆς πολιτικῆς της. Ἡ Γενικὴ Συνομοσπονδία τῆς Ἐργασίας ἐξέδωκε προκήρυξιν πρὸς τοὺς ἐργάτας. Οἱ σιδηροδρομικοὶ ἐξακολουθοῦν τὴν ἀπεργίαν. [570, 450, 803, 570]
right-column [1052, 23, 1507, 2050]
charami-name: ΣΠΗΛΙΟΥ Ι. ΧΑΡΑΜΗ [86, 1361, 260, 1380]
fiat-name: ΑΔΕΛΦΟΙ ΜΑΖΗ [395, 995, 496, 1009]
charami-addr: 27-Ὁδὸς Μενάνδρου-27 Τηλ. [72, 1391, 274, 1406]
odigos-heading: ΟΔΗΓΟΣ [120, 364, 227, 392]
right-text-1: Πληροφορούμεθα ἀσφαλῶς ὅτι κατόπιν τῆς καταστάσεως ἡ Ἀγγλία ἐζήτησεν ἀπὸ τὸν κ. Βενιζέλον τὴν ἀποστολὴν Ἑλληνικοῦ στρατοῦ εἰς τὴν Μικρὰν Ἀσίαν καὶ τὸν Καύκασον. Ἡ κυβέρνησις ἀποφάσισε τὴν ἐπαναφορὰν τοῦ στρατιωτικοῦ νόμου καὶ τῆς λογοκρισίας. [1052, 249, 1276, 355]
right-headline-1: ΟΙ ΜΠΟΛΣΕΒΙΚΟΙ ΕΙΣ ΤΗΝ ΑΣΙΑΝ [1078, 76, 1481, 105]
office-address: Γραφεῖα ὁδὸς Πειραιῶς 24. Ἀρ. τηλ. 8—38 [75, 130, 272, 141]
kourier-katapotia: ΚΑΤΑΠΟΤΙΑ [52, 1296, 121, 1310]
fiat-text: 15 Τέρ. Ι. Σ. τὸν ἐπιβατικὰ καὶ φορτηγὰ, κατάλληλα διὰ συγκοινωνίας. [329, 964, 562, 990]
etaireia-sig2: (Ἀκτὴ Τζελέπη καὶ Π. Καραϊσκάκη) [329, 918, 492, 928]
aima-heading: ΑΙΜΑ — ΧΡΩΜΑ [106, 1261, 240, 1280]
tsantes-text: ἀργυρᾶς εἰς μεγάλην συλλογὴν ἀπὸ [27, 626, 219, 640]
apothiki-name: ΠΕΡΙΚΛ. ΤΣΙΡΟΥ [121, 902, 225, 916]
